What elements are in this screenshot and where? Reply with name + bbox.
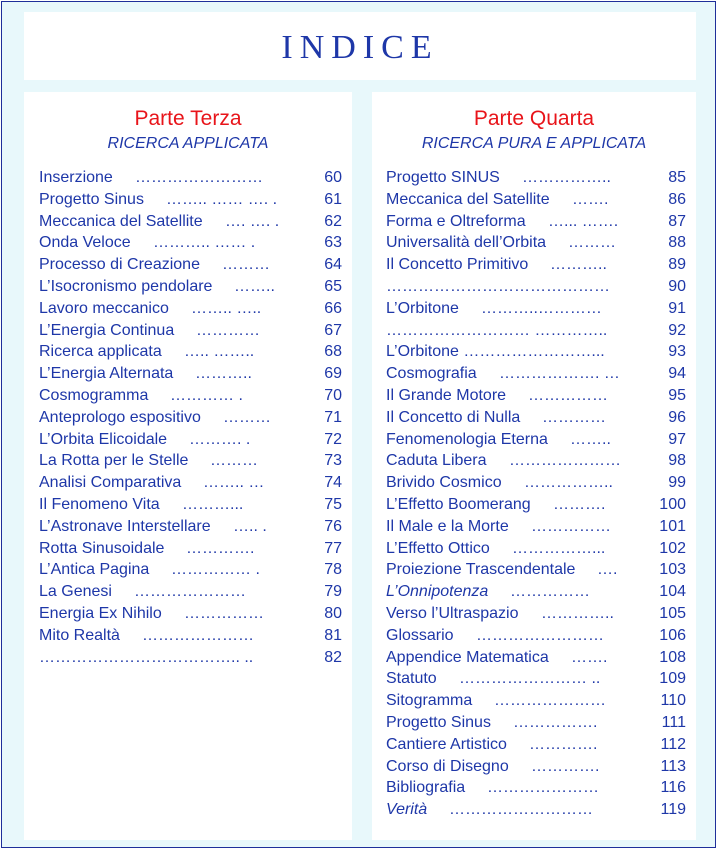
entry-page-number: 63 (324, 234, 342, 252)
list-item[interactable] (372, 429, 696, 451)
entry-title: L’Isocronismo pendolare (39, 277, 213, 295)
entry-page-number: 101 (659, 517, 686, 535)
entry-page-number: 96 (668, 408, 686, 426)
entry-page-number: 79 (324, 583, 342, 601)
entry-leader-dots: …………. (529, 735, 598, 753)
entry-page-number: 69 (324, 365, 342, 383)
entry-page-number: 119 (660, 801, 686, 819)
entry-leader-dots: …….. (570, 430, 611, 448)
entry-leader-dots: ……… (210, 452, 258, 470)
entry-leader-dots: ….. …….. (184, 343, 255, 361)
list-item[interactable] (372, 189, 696, 211)
entry-leader-dots: …………… . (171, 561, 260, 579)
entry-page-number: 62 (324, 212, 342, 230)
entry-leader-dots: ………………… (134, 583, 246, 601)
entry-title: Brivido Cosmico (386, 474, 502, 492)
list-item[interactable] (24, 647, 352, 669)
list-item[interactable] (372, 450, 696, 472)
entry-leader-dots: …………………… (135, 169, 263, 186)
entry-page-number: 78 (324, 561, 342, 579)
entry-title: Corso di Disegno (386, 757, 509, 775)
entry-page-number: 100 (659, 495, 686, 513)
entry-page-number: 86 (668, 190, 686, 208)
entry-page-number: 103 (659, 561, 686, 579)
entry-title: Cosmogramma (39, 386, 149, 404)
list-item[interactable] (372, 254, 696, 276)
entry-title: Bibliografia (386, 779, 466, 797)
list-item[interactable] (24, 429, 352, 451)
entry-leader-dots: ……………... (512, 539, 606, 557)
column-parte-terza (24, 92, 352, 840)
entry-leader-dots: …….. ….. (191, 299, 262, 317)
entry-leader-dots: ………………… (494, 692, 606, 710)
list-item[interactable] (372, 363, 696, 385)
entry-page-number: 70 (324, 386, 342, 404)
entry-title: Anteprologo espositivo (39, 408, 201, 426)
list-item[interactable] (372, 385, 696, 407)
entry-page-number: 110 (660, 692, 686, 710)
entry-page-number: 64 (324, 256, 342, 274)
entry-leader-dots: …….. (234, 277, 275, 295)
list-item[interactable] (372, 407, 696, 429)
entry-leader-dots: …………….. (522, 169, 611, 186)
list-item[interactable] (372, 777, 696, 799)
entry-title: Il Grande Motore (386, 386, 507, 404)
entry-title: L’Antica Pagina (39, 561, 150, 579)
entry-title: ……………………… ………….. (386, 321, 608, 339)
entry-title: Onda Veloce (39, 234, 131, 252)
entry-page-number: 65 (324, 277, 342, 295)
entry-title: Progetto SINUS (386, 169, 500, 186)
list-item[interactable] (372, 320, 696, 342)
entry-title: Ricerca applicata (39, 343, 162, 361)
list-item[interactable] (24, 363, 352, 385)
entry-title: Il Concetto Primitivo (386, 256, 529, 274)
list-item[interactable] (372, 799, 696, 821)
column-parte-quarta (372, 92, 696, 840)
entry-title: L’Orbitone ……………………... (386, 343, 605, 361)
entry-title: Glossario (386, 626, 454, 644)
entry-title: Inserzione (39, 169, 113, 186)
entry-page-number: 87 (668, 212, 686, 230)
entry-leader-dots: …….. …… …. . (166, 190, 278, 208)
entry-page-number: 74 (324, 474, 342, 492)
list-item[interactable] (372, 712, 696, 734)
entry-title: Energia Ex Nihilo (39, 604, 162, 622)
entry-title: L’Astronave Interstellare (39, 517, 211, 535)
entry-leader-dots: ………………… (509, 452, 621, 470)
entry-list (24, 167, 352, 668)
entry-page-number: 91 (668, 299, 686, 317)
entry-title: Il Concetto di Nulla (386, 408, 521, 426)
entry-page-number: 90 (668, 277, 686, 295)
entry-leader-dots: ………..………… (481, 299, 602, 317)
entry-title: Meccanica del Satellite (39, 212, 203, 230)
list-item[interactable] (24, 494, 352, 516)
entry-leader-dots: …………………… (476, 626, 604, 644)
entry-page-number: 72 (324, 430, 342, 448)
entry-page-number: 67 (324, 321, 342, 339)
entry-page-number: 68 (324, 343, 342, 361)
list-item[interactable] (372, 647, 696, 669)
entry-page-number: 104 (659, 583, 686, 601)
entry-title: L’Energia Continua (39, 321, 175, 339)
entry-leader-dots: …….. … (203, 474, 265, 492)
entry-page-number: 99 (668, 474, 686, 492)
list-item[interactable] (24, 516, 352, 538)
section-subheading: RICERCA APPLICATA (107, 135, 269, 152)
entry-page-number: 102 (659, 539, 686, 557)
section-heading: Parte Quarta (473, 107, 595, 130)
entry-page-number: 85 (668, 169, 686, 186)
entry-page-number: 61 (324, 190, 342, 208)
entry-page-number: 73 (324, 452, 342, 470)
entry-page-number: 81 (324, 626, 342, 644)
entry-title: Fenomenologia Eterna (386, 430, 548, 448)
list-item[interactable] (372, 668, 696, 690)
entry-title: Lavoro meccanico (39, 299, 169, 317)
entry-page-number: 113 (660, 757, 686, 775)
entry-leader-dots: …………… (531, 517, 611, 535)
list-item[interactable] (372, 538, 696, 560)
entry-page-number: 82 (324, 648, 342, 666)
entry-leader-dots: …………. (531, 757, 600, 775)
entry-title: Il Male e la Morte (386, 517, 509, 535)
entry-page-number: 108 (659, 648, 686, 666)
entry-title: Universalità dell’Orbita (386, 234, 547, 252)
entry-page-number: 88 (668, 234, 686, 252)
list-item[interactable] (372, 298, 696, 320)
entry-page-number: 75 (324, 495, 342, 513)
list-item[interactable] (24, 603, 352, 625)
entry-leader-dots: …………………… .. (459, 670, 601, 688)
entry-leader-dots: ……………. (513, 713, 598, 731)
entry-page-number: 112 (660, 735, 686, 753)
entry-leader-dots: ………… (542, 408, 606, 426)
list-item[interactable] (24, 276, 352, 298)
entry-title: Processo di Creazione (39, 256, 200, 274)
entry-leader-dots: …... ……. (548, 212, 619, 230)
entry-leader-dots: …………….. (524, 474, 613, 492)
list-item[interactable] (24, 211, 352, 233)
entry-list (372, 167, 696, 821)
entry-leader-dots: …………… (510, 583, 590, 601)
entry-leader-dots: …. (597, 561, 618, 579)
entry-title: Cantiere Artistico (386, 735, 507, 753)
entry-title: Caduta Libera (386, 452, 487, 470)
entry-leader-dots: ………. . (189, 430, 251, 448)
list-item[interactable] (24, 385, 352, 407)
list-item[interactable] (24, 167, 352, 189)
entry-title: L’Effetto Boomerang (386, 495, 531, 513)
list-item[interactable] (24, 232, 352, 254)
entry-title: Forma e Oltreforma (386, 212, 526, 230)
entry-page-number: 116 (660, 779, 686, 797)
list-item[interactable] (24, 407, 352, 429)
entry-leader-dots: ………... (182, 495, 244, 513)
section-subheading: RICERCA PURA E APPLICATA (421, 135, 647, 152)
list-item[interactable] (24, 559, 352, 581)
entry-leader-dots: ……… (223, 408, 271, 426)
entry-leader-dots: ………………… (487, 779, 599, 797)
entry-title: L’Energia Alternata (39, 365, 174, 383)
entry-page-number: 93 (668, 343, 686, 361)
title-box (24, 12, 696, 80)
entry-title: L’Orbita Elicoidale (39, 430, 168, 448)
entry-leader-dots: ……. (572, 190, 609, 208)
entry-title: La Rotta per le Stelle (39, 452, 189, 470)
list-item[interactable] (372, 211, 696, 233)
entry-leader-dots: ……… (568, 234, 616, 252)
entry-leader-dots: …………. (186, 539, 255, 557)
entry-page-number: 105 (659, 604, 686, 622)
list-item[interactable] (24, 625, 352, 647)
list-item[interactable] (24, 472, 352, 494)
list-item[interactable] (372, 494, 696, 516)
entry-page-number: 89 (668, 256, 686, 274)
entry-page-number: 95 (668, 386, 686, 404)
entry-title: Analisi Comparativa (39, 474, 182, 492)
entry-title: Progetto Sinus (386, 713, 491, 731)
entry-leader-dots: ………………… (142, 626, 254, 644)
list-item[interactable] (372, 603, 696, 625)
entry-page-number: 106 (659, 626, 686, 644)
entry-page-number: 77 (324, 539, 342, 557)
entry-title: Sitogramma (386, 692, 473, 710)
entry-title: L’Orbitone (386, 299, 459, 317)
list-item[interactable] (24, 341, 352, 363)
entry-title: Verso l’Ultraspazio (386, 604, 519, 622)
list-item[interactable] (24, 320, 352, 342)
entry-title: Progetto Sinus (39, 190, 144, 208)
list-item[interactable] (372, 232, 696, 254)
list-item[interactable] (372, 276, 696, 298)
entry-page-number: 98 (668, 452, 686, 470)
entry-title: Verità (386, 801, 428, 819)
entry-title: Il Fenomeno Vita (39, 495, 160, 513)
list-item[interactable] (24, 254, 352, 276)
list-item[interactable] (372, 581, 696, 603)
entry-title: ……………………………….. .. (39, 648, 254, 666)
entry-title: La Genesi (39, 583, 112, 601)
entry-page-number: 109 (659, 670, 686, 688)
list-item[interactable] (372, 734, 696, 756)
entry-page-number: 111 (661, 713, 686, 731)
list-item[interactable] (24, 189, 352, 211)
list-item[interactable] (372, 167, 696, 189)
entry-leader-dots: ………………. … (499, 365, 620, 383)
entry-page-number: 60 (324, 169, 342, 186)
entry-leader-dots: ….. . (233, 517, 267, 535)
section-heading: Parte Terza (134, 107, 242, 130)
entry-title: L’Effetto Ottico (386, 539, 490, 557)
entry-leader-dots: ……….. (195, 365, 252, 383)
entry-title: Proiezione Trascendentale (386, 561, 576, 579)
index-frame (1, 1, 716, 848)
entry-leader-dots: ……………………… (449, 801, 593, 819)
list-item[interactable] (24, 450, 352, 472)
list-item[interactable] (372, 756, 696, 778)
entry-leader-dots: ……….. …… . (153, 234, 256, 252)
entry-page-number: 66 (324, 299, 342, 317)
entry-page-number: 94 (668, 365, 686, 383)
entry-leader-dots: …………… (184, 604, 264, 622)
entry-title: Appendice Matematica (386, 648, 549, 666)
entry-leader-dots: ………… (196, 321, 260, 339)
entry-leader-dots: …. …. . (225, 212, 280, 230)
list-item[interactable] (372, 690, 696, 712)
entry-leader-dots: ……….. (550, 256, 607, 274)
list-item[interactable] (372, 516, 696, 538)
list-item[interactable] (372, 341, 696, 363)
list-item[interactable] (372, 625, 696, 647)
entry-page-number: 76 (324, 517, 342, 535)
entry-leader-dots: ………….. (541, 604, 614, 622)
entry-page-number: 97 (668, 430, 686, 448)
entry-leader-dots: ………… . (170, 386, 243, 404)
entry-page-number: 80 (324, 604, 342, 622)
list-item[interactable] (24, 581, 352, 603)
entry-title: Rotta Sinusoidale (39, 539, 165, 557)
entry-title: Mito Realtà (39, 626, 120, 644)
entry-leader-dots: ……… (222, 256, 270, 274)
entry-title: …………………………………… (386, 277, 610, 295)
entry-title: Cosmografia (386, 365, 477, 383)
entry-leader-dots: ……. (571, 648, 608, 666)
entry-leader-dots: …………… (528, 386, 608, 404)
entry-title: L’Onnipotenza (386, 583, 489, 601)
list-item[interactable] (372, 559, 696, 581)
list-item[interactable] (24, 298, 352, 320)
entry-title: Statuto (386, 670, 437, 688)
entry-leader-dots: ………. (553, 495, 606, 513)
entry-page-number: 92 (668, 321, 686, 339)
page-title: INDICE (281, 29, 439, 66)
entry-page-number: 71 (324, 408, 342, 426)
entry-title: Meccanica del Satellite (386, 190, 550, 208)
list-item[interactable] (24, 538, 352, 560)
list-item[interactable] (372, 472, 696, 494)
